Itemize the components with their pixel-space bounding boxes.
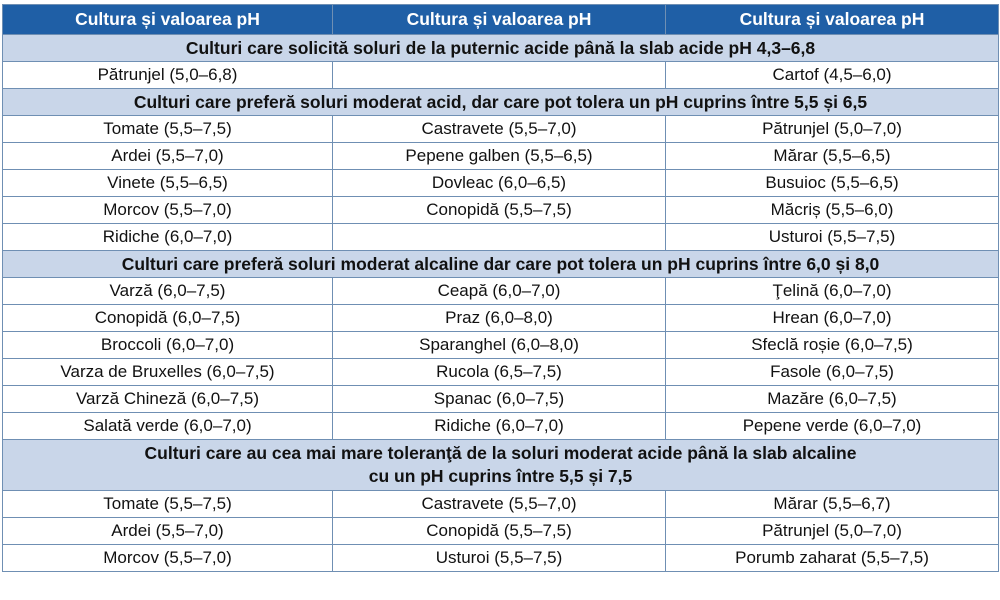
table-cell: Mazăre (6,0–7,5) bbox=[666, 386, 999, 413]
table-cell: Dovleac (6,0–6,5) bbox=[333, 170, 666, 197]
table-cell: Morcov (5,5–7,0) bbox=[3, 197, 333, 224]
table-row bbox=[3, 545, 999, 572]
table-cell: Usturoi (5,5–7,5) bbox=[666, 224, 999, 251]
table-cell: Ţelină (6,0–7,0) bbox=[666, 278, 999, 305]
table-cell: Morcov (5,5–7,0) bbox=[3, 545, 333, 572]
table-row bbox=[3, 170, 999, 197]
header-row bbox=[3, 5, 999, 35]
table-cell: Cartof (4,5–6,0) bbox=[666, 62, 999, 89]
table-cell: Varza de Bruxelles (6,0–7,5) bbox=[3, 359, 333, 386]
table-cell: Mărar (5,5–6,7) bbox=[666, 491, 999, 518]
section-title-line: Culturi care au cea mai mare toleranţă de la soluri moderat acide până la slab alcaline bbox=[144, 443, 857, 463]
table-cell: Sfeclă roșie (6,0–7,5) bbox=[666, 332, 999, 359]
table-cell: Castravete (5,5–7,0) bbox=[333, 116, 666, 143]
table-cell: Ardei (5,5–7,0) bbox=[3, 518, 333, 545]
table-cell: Ardei (5,5–7,0) bbox=[3, 143, 333, 170]
section-title: Culturi care preferă soluri moderat alcaline dar care pot tolera un pH cuprins între 6,0 și 8,0 bbox=[3, 251, 999, 278]
column-header: Cultura și valoarea pH bbox=[3, 5, 333, 35]
column-header: Cultura și valoarea pH bbox=[666, 5, 999, 35]
table-row bbox=[3, 224, 999, 251]
table-row bbox=[3, 332, 999, 359]
section-title: Culturi care solicită soluri de la puternic acide până la slab acide pH 4,3–6,8 bbox=[3, 35, 999, 62]
table-cell: Fasole (6,0–7,5) bbox=[666, 359, 999, 386]
table-cell: Conopidă (5,5–7,5) bbox=[333, 197, 666, 224]
table-cell: Spanac (6,0–7,5) bbox=[333, 386, 666, 413]
table-cell: Sparanghel (6,0–8,0) bbox=[333, 332, 666, 359]
ph-table bbox=[2, 4, 999, 572]
table-row bbox=[3, 197, 999, 224]
table-cell: Rucola (6,5–7,5) bbox=[333, 359, 666, 386]
table-cell: Tomate (5,5–7,5) bbox=[3, 116, 333, 143]
table-cell: Pătrunjel (5,0–6,8) bbox=[3, 62, 333, 89]
table-cell: Porumb zaharat (5,5–7,5) bbox=[666, 545, 999, 572]
table-cell: Pepene galben (5,5–6,5) bbox=[333, 143, 666, 170]
table-cell: Conopidă (6,0–7,5) bbox=[3, 305, 333, 332]
table-row bbox=[3, 359, 999, 386]
section-header-row bbox=[3, 35, 999, 62]
section-title: Culturi care preferă soluri moderat acid, dar care pot tolera un pH cuprins între 5,5 și 6,5 bbox=[3, 89, 999, 116]
table-cell: Castravete (5,5–7,0) bbox=[333, 491, 666, 518]
table-row bbox=[3, 278, 999, 305]
column-header: Cultura și valoarea pH bbox=[333, 5, 666, 35]
table-cell: Pepene verde (6,0–7,0) bbox=[666, 413, 999, 440]
table-cell: Ceapă (6,0–7,0) bbox=[333, 278, 666, 305]
table-cell: Hrean (6,0–7,0) bbox=[666, 305, 999, 332]
table-row bbox=[3, 491, 999, 518]
table-cell: Praz (6,0–8,0) bbox=[333, 305, 666, 332]
section-title-line: cu un pH cuprins între 5,5 și 7,5 bbox=[368, 466, 633, 486]
table-cell: Ridiche (6,0–7,0) bbox=[333, 413, 666, 440]
table-row bbox=[3, 62, 999, 89]
table-cell: Pătrunjel (5,0–7,0) bbox=[666, 116, 999, 143]
section-header-row bbox=[3, 251, 999, 278]
table-row bbox=[3, 143, 999, 170]
table-cell: Mărar (5,5–6,5) bbox=[666, 143, 999, 170]
table-cell: Usturoi (5,5–7,5) bbox=[333, 545, 666, 572]
table-cell bbox=[333, 62, 666, 89]
table-cell: Conopidă (5,5–7,5) bbox=[333, 518, 666, 545]
table-cell: Busuioc (5,5–6,5) bbox=[666, 170, 999, 197]
section-header-row bbox=[3, 440, 999, 491]
table-cell bbox=[333, 224, 666, 251]
table-cell: Măcriș (5,5–6,0) bbox=[666, 197, 999, 224]
section-title bbox=[3, 440, 999, 491]
table-cell: Pătrunjel (5,0–7,0) bbox=[666, 518, 999, 545]
table-cell: Salată verde (6,0–7,0) bbox=[3, 413, 333, 440]
table-cell: Tomate (5,5–7,5) bbox=[3, 491, 333, 518]
table-row bbox=[3, 413, 999, 440]
table-row bbox=[3, 305, 999, 332]
table-cell: Vinete (5,5–6,5) bbox=[3, 170, 333, 197]
table-row bbox=[3, 386, 999, 413]
table-cell: Varză Chineză (6,0–7,5) bbox=[3, 386, 333, 413]
table-row bbox=[3, 116, 999, 143]
table-cell: Ridiche (6,0–7,0) bbox=[3, 224, 333, 251]
section-header-row bbox=[3, 89, 999, 116]
table-row bbox=[3, 518, 999, 545]
table-cell: Broccoli (6,0–7,0) bbox=[3, 332, 333, 359]
table-cell: Varză (6,0–7,5) bbox=[3, 278, 333, 305]
